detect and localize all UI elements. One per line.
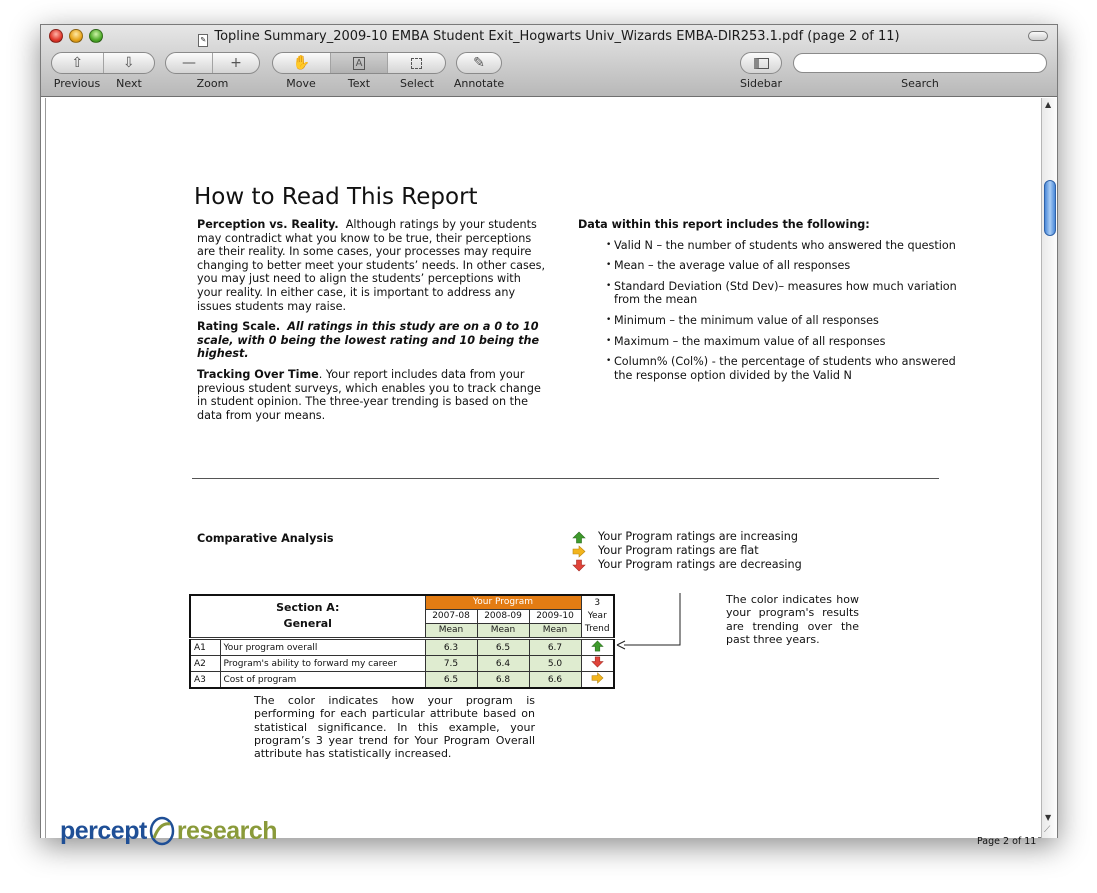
- zoom-label: Zoom: [196, 77, 229, 90]
- red-down-arrow-icon: [591, 656, 604, 668]
- section-divider: [192, 478, 939, 479]
- search-label: Search: [901, 77, 939, 90]
- comparative-analysis-title: Comparative Analysis: [197, 532, 334, 545]
- plus-icon: +: [230, 55, 242, 71]
- year-header: 2009-10: [529, 609, 581, 623]
- previous-button[interactable]: [52, 53, 104, 73]
- list-item: • Valid N – the number of students who answered the question: [606, 239, 958, 253]
- callout-arrow: [616, 593, 686, 653]
- pdf-document-icon: ✎: [198, 34, 208, 47]
- next-button[interactable]: [104, 53, 155, 73]
- yellow-right-arrow-icon: [572, 545, 586, 558]
- select-tool-button[interactable]: [388, 53, 445, 73]
- select-label: Select: [400, 77, 434, 90]
- annotate-label: Annotate: [453, 77, 505, 90]
- preview-window: [40, 24, 1058, 847]
- sidebar-control: [740, 52, 782, 74]
- rating-heading: Rating Scale.: [197, 320, 281, 334]
- legend-item-increasing: Your Program ratings are increasing: [572, 530, 802, 544]
- move-label: Move: [286, 77, 316, 90]
- scroll-down-arrow-icon[interactable]: ▼: [1045, 813, 1052, 822]
- mean-header: Mean: [425, 623, 477, 637]
- previous-label: Previous: [53, 77, 101, 90]
- mean-header: Mean: [477, 623, 529, 637]
- year-header: 2007-08: [425, 609, 477, 623]
- zoom-in-button[interactable]: [213, 53, 259, 73]
- rating-text: All ratings in this study are on a 0 to 10 scale, with 0 being the lowest rating and 10 being the highest.: [197, 320, 540, 361]
- green-up-arrow-icon: [591, 640, 604, 652]
- sidebar-button[interactable]: [741, 53, 781, 73]
- legend-item-decreasing: Your Program ratings are decreasing: [572, 558, 802, 572]
- text-label: Text: [347, 77, 371, 90]
- trend-legend: [572, 530, 802, 572]
- scroll-up-arrow-icon[interactable]: ▲: [1045, 100, 1052, 109]
- pdf-page: [45, 98, 1038, 847]
- tracking-text: . Your report includes data from your previous student surveys, which enables you to track change in student opinion. The three-year trending is based on the data from your means.: [197, 367, 541, 422]
- tracking-paragraph: [197, 368, 547, 422]
- up-arrow-icon: ⇧: [71, 55, 84, 71]
- list-item: • Maximum – the maximum value of all responses: [606, 335, 958, 349]
- rating-paragraph: [197, 320, 547, 361]
- list-item: • Column% (Col%) - the percentage of students who answered the response option divided by the Valid N: [606, 355, 958, 382]
- red-down-arrow-icon: [572, 559, 586, 572]
- text-tool-icon: A: [353, 57, 366, 70]
- list-item: • Mean – the average value of all responses: [606, 259, 958, 273]
- perception-paragraph: [197, 218, 547, 313]
- percept-research-logo: percept research: [60, 816, 278, 845]
- down-arrow-icon: ⇩: [122, 55, 135, 71]
- annotate-button[interactable]: [457, 53, 501, 73]
- pencil-icon: ✎: [473, 55, 485, 71]
- list-item: • Standard Deviation (Std Dev)– measures how much variation from the mean: [606, 280, 958, 307]
- sidebar-icon: [754, 58, 769, 69]
- yellow-right-arrow-icon: [591, 672, 604, 684]
- mean-header: Mean: [529, 623, 581, 637]
- window-title: ✎ Topline Summary_2009-10 EMBA Student Exit_Hogwarts Univ_Wizards EMBA-DIR253.1.pdf (page 2 of 11): [41, 29, 1057, 47]
- trend-header: 3 Year Trend: [581, 595, 614, 637]
- scroll-thumb[interactable]: [1044, 180, 1056, 236]
- page-title: How to Read This Report: [194, 184, 478, 210]
- vertical-scrollbar[interactable]: [1041, 98, 1057, 838]
- intro-left-column: [197, 218, 547, 429]
- performance-color-note: The color indicates how your program is performing for each particular attribute based on statistical significance. In this example, your program’s 3 year trend for Your Program Overall attribute has statistically increased.: [254, 694, 535, 761]
- move-tool-button[interactable]: [273, 53, 331, 73]
- hand-icon: ✋: [292, 55, 311, 71]
- green-up-arrow-icon: [572, 531, 586, 544]
- tool-mode-control: [272, 52, 446, 74]
- sidebar-label: Sidebar: [739, 77, 783, 90]
- legend-item-flat: Your Program ratings are flat: [572, 544, 802, 558]
- table-row: A3 Cost of program 6.5 6.8 6.6: [190, 672, 614, 689]
- page-number: Page 2 of 11: [977, 836, 1037, 847]
- section-header: Section A: General: [190, 595, 425, 637]
- perception-text: Although ratings by your students may contradict what you know to be true, their perceptions are their reality. In some cases, your processes may require changing to better meet your students’ needs. In other cases, you may just need to align the students’ perceptions with your reality. In either case, it is important to address any issues students may raise.: [197, 218, 546, 313]
- perception-heading: Perception vs. Reality.: [197, 218, 339, 231]
- text-tool-button[interactable]: [331, 53, 389, 73]
- intro-right-column: [578, 218, 958, 389]
- trend-color-note: The color indicates how your program's results are trending over the past three years.: [726, 593, 859, 646]
- prev-next-control: [51, 52, 155, 74]
- table-row: A2 Program's ability to forward my career 7.5 6.4 5.0: [190, 656, 614, 672]
- data-heading: Data within this report includes the following:: [578, 218, 870, 231]
- resize-grip-icon[interactable]: ⟋: [1044, 825, 1051, 835]
- zoom-control: [165, 52, 260, 74]
- data-list: [578, 239, 958, 383]
- marquee-icon: [411, 58, 422, 69]
- year-header: 2008-09: [477, 609, 529, 623]
- toolbar-toggle-button[interactable]: [1028, 31, 1048, 41]
- table-row: A1 Your program overall 6.3 6.5 6.7: [190, 640, 614, 656]
- list-item: • Minimum – the minimum value of all responses: [606, 314, 958, 328]
- minus-icon: —: [182, 55, 196, 71]
- tracking-heading: Tracking Over Time: [197, 367, 319, 381]
- next-label: Next: [116, 77, 142, 90]
- sample-results-table: [189, 594, 615, 638]
- annotate-control: [456, 52, 502, 74]
- zoom-out-button[interactable]: [166, 53, 213, 73]
- search-input[interactable]: [793, 53, 1047, 73]
- title-bar: [41, 25, 1057, 97]
- logo-swirl-icon: [148, 816, 176, 846]
- sample-results-rows: [189, 639, 615, 689]
- your-program-header: Your Program: [425, 595, 581, 609]
